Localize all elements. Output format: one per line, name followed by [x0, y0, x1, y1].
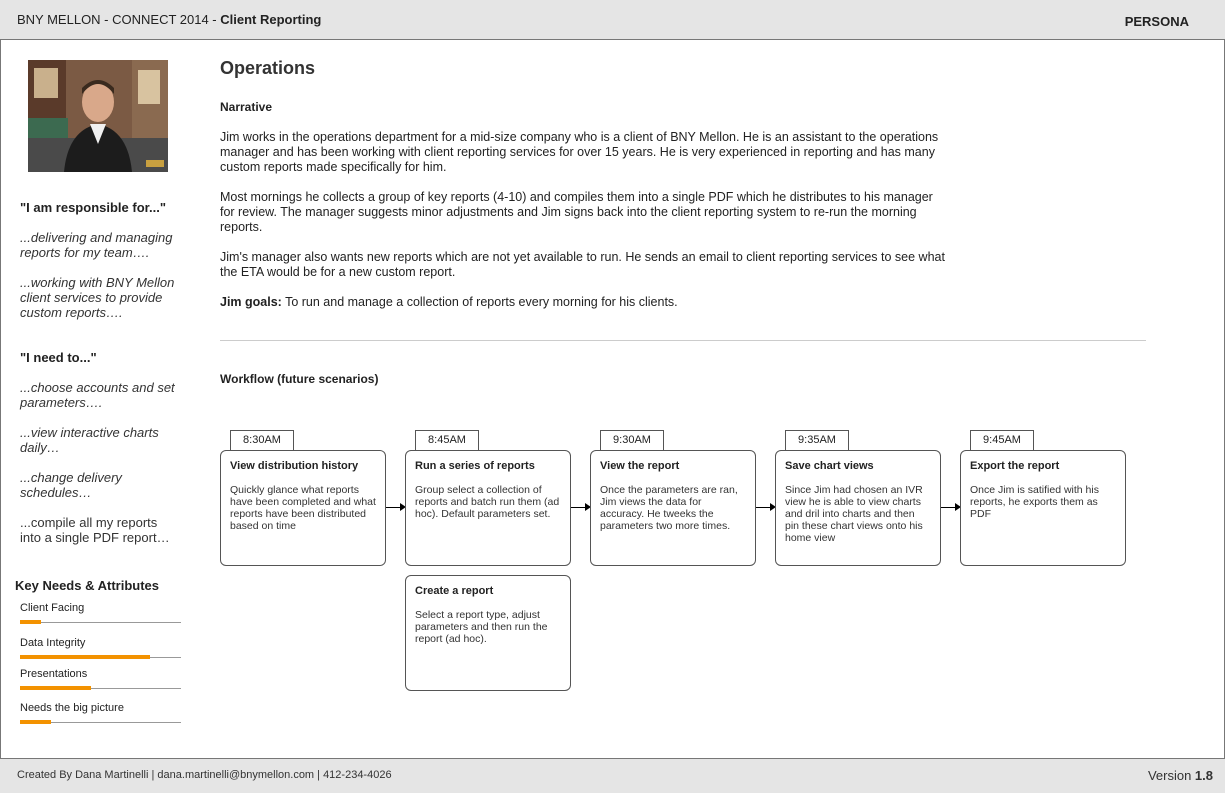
title-bold: Client Reporting [220, 12, 322, 27]
narrative-paragraph-2: Most mornings he collects a group of key reports (4-10) and compiles them into a single PDF which he distributes to his manager for review. The manager suggests minor adjustments and Jim signs back into the client reporting system to re-run the morning reports. [220, 190, 933, 234]
key-need-track [20, 657, 181, 658]
header-bar [0, 0, 1225, 40]
key-need-label: Data Integrity [20, 637, 86, 649]
version-label [1148, 768, 1213, 783]
workflow-card [405, 450, 571, 566]
document-title [17, 12, 321, 27]
card-title: Export the report [970, 460, 1060, 472]
footer-bar [0, 759, 1225, 793]
goals-line [220, 295, 950, 310]
card-body: Quickly glance what reports have been completed and what reports have been distributed based on time [230, 484, 376, 532]
workflow-time-tab: 8:45AM [415, 430, 479, 450]
need-item-4: ...compile all my reports into a single PDF report… [20, 515, 170, 545]
card-title: Run a series of reports [415, 460, 535, 472]
responsible-item-2: ...working with BNY Mellon client services to provide custom reports…. [20, 275, 175, 320]
key-need-row [20, 668, 181, 680]
narrative-paragraph-3: Jim's manager also wants new reports which are not yet available to run. He sends an email to client reporting services to see what the ETA would be for a new custom report. [220, 250, 945, 279]
persona-label: PERSONA [1124, 14, 1189, 29]
need-item-3: ...change delivery schedules… [20, 470, 122, 500]
card-body: Select a report type, adjust parameters and then run the report (ad hoc). [415, 609, 548, 645]
workflow-heading: Workflow (future scenarios) [220, 372, 379, 386]
workflow-card [960, 450, 1126, 566]
key-need-label: Client Facing [20, 602, 85, 614]
key-need-track [20, 688, 181, 689]
key-need-label: Presentations [20, 668, 88, 680]
card-body: Once Jim is satified with his reports, he exports them as PDF [970, 484, 1099, 520]
need-item-1: ...choose accounts and set parameters…. [20, 380, 175, 410]
key-needs-title: Key Needs & Attributes [15, 578, 159, 593]
card-body: Group select a collection of reports and batch run them (ad hoc). Default parameters set. [415, 484, 560, 520]
card-title: View the report [600, 460, 680, 472]
version-text: Version [1147, 768, 1195, 783]
card-body: Once the parameters are ran, Jim views the data for accuracy. He tweeks the parameters two more times. [600, 484, 738, 532]
key-need-row [20, 602, 181, 614]
key-need-row [20, 637, 181, 649]
key-need-level-bar [20, 655, 150, 659]
page-title: Operations [220, 58, 316, 78]
need-heading: "I need to..." [20, 350, 97, 365]
key-need-level-bar [20, 720, 51, 724]
goals-text: To run and manage a collection of reports every morning for his clients. [281, 295, 678, 309]
card-title: Create a report [415, 585, 494, 597]
goals-label: Jim goals: [220, 295, 282, 309]
arrow-right-icon [941, 507, 959, 508]
key-need-track [20, 622, 181, 623]
footer-credit: Created By Dana Martinelli | dana.martinelli@bnymellon.com | 412-234-4026 [17, 769, 392, 781]
responsible-heading: "I am responsible for..." [20, 200, 166, 215]
card-title: View distribution history [230, 460, 359, 472]
arrow-right-icon [386, 507, 404, 508]
key-need-label: Needs the big picture [20, 702, 124, 714]
key-need-level-bar [20, 686, 91, 690]
workflow-card [220, 450, 386, 566]
arrow-right-icon [571, 507, 589, 508]
workflow-time-tab: 9:45AM [970, 430, 1034, 450]
key-need-track [20, 722, 181, 723]
responsible-item-1: ...delivering and managing reports for my team…. [20, 230, 173, 260]
section-divider [220, 340, 1146, 341]
need-item-2: ...view interactive charts daily… [20, 425, 159, 455]
card-title: Save chart views [785, 460, 874, 472]
workflow-card-create-report [405, 575, 571, 691]
card-body: Since Jim had chosen an IVR view he is able to view charts and dril into charts and then pin these chart views onto his home view [785, 484, 923, 544]
persona-photo [28, 60, 168, 172]
workflow-time-tab: 9:35AM [785, 430, 849, 450]
title-prefix: BNY MELLON - CONNECT 2014 - [17, 12, 221, 27]
workflow-card [590, 450, 756, 566]
key-need-row [20, 702, 181, 714]
arrow-right-icon [756, 507, 774, 508]
version-number: 1.8 [1194, 768, 1213, 783]
narrative-heading: Narrative [220, 100, 273, 114]
workflow-time-tab: 8:30AM [230, 430, 294, 450]
workflow-time-tab: 9:30AM [600, 430, 664, 450]
key-need-level-bar [20, 620, 41, 624]
workflow-card [775, 450, 941, 566]
narrative-paragraph-1: Jim works in the operations department for a mid-size company who is a client of BNY Mellon. He is an assistant to the operations manager and has been working with client reporting services for over 15 years. He is very experienced in reporting and has many custom reports made specifically for him. [220, 130, 939, 174]
